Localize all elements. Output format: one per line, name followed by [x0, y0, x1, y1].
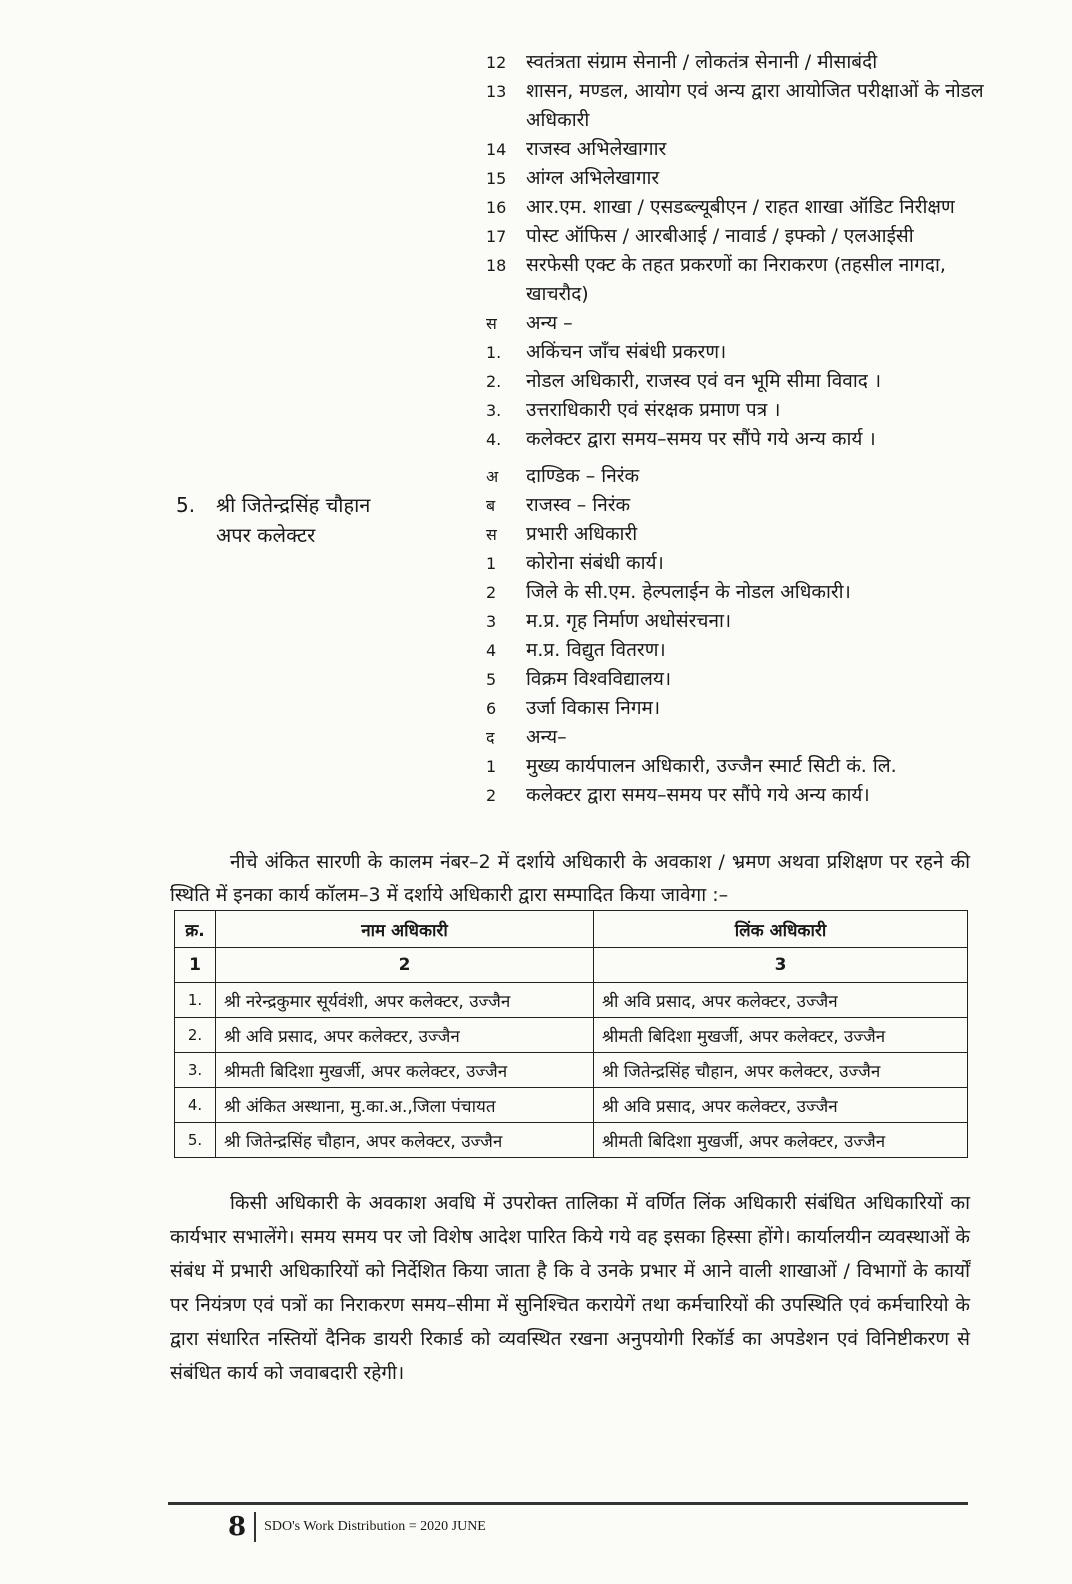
table-row — [175, 1018, 968, 1053]
item-number: 4. — [486, 430, 502, 449]
item-number: 14 — [486, 140, 507, 159]
list-item — [486, 491, 986, 520]
item-text: म.प्र. गृह निर्माण अधोसंरचना। — [526, 610, 732, 632]
item-number: 2 — [486, 583, 497, 602]
item-number: 3. — [486, 401, 502, 420]
item-number: 1. — [486, 343, 502, 362]
officer-name-cell: श्री नरेन्द्रकुमार सूर्यवंशी, अपर कलेक्टर, उज्जैन — [216, 983, 594, 1018]
serial-cell: 5. — [175, 1123, 216, 1158]
list-item — [486, 77, 986, 135]
header-serial: क्र. — [175, 911, 216, 948]
list-item — [486, 425, 986, 454]
officer-name-cell: श्री अवि प्रसाद, अपर कलेक्टर, उज्जैन — [216, 1018, 594, 1053]
column-number-row — [175, 948, 968, 983]
link-officer-cell: श्रीमती बिदिशा मुखर्जी, अपर कलेक्टर, उज्जैन — [593, 1123, 967, 1158]
item-text: नोडल अधिकारी, राजस्व एवं वन भूमि सीमा विवाद । — [526, 370, 882, 392]
table-row — [175, 1123, 968, 1158]
item-text: कलेक्टर द्वारा समय–समय पर सौंपे गये अन्य कार्य। — [526, 784, 870, 806]
item-number: 6 — [486, 699, 497, 718]
officer-5-block — [176, 490, 370, 550]
officer-name-cell: श्री अंकित अस्थाना, मु.का.अ.,जिला पंचायत — [216, 1088, 594, 1123]
officer-number: 5. — [176, 493, 196, 517]
item-number: 3 — [486, 612, 497, 631]
item-text: पोस्ट ऑफिस / आरबीआई / नावार्ड / इफ्को / एलआईसी — [526, 225, 914, 247]
list-item — [486, 338, 986, 367]
link-officer-cell: श्री जितेन्द्रसिंह चौहान, अपर कलेक्टर, उज्जैन — [593, 1053, 967, 1088]
serial-cell: 1. — [175, 983, 216, 1018]
item-number: 1 — [486, 757, 497, 776]
list-item — [486, 462, 986, 491]
column-number: 2 — [216, 948, 594, 983]
item-text: आंग्ल अभिलेखागार — [526, 167, 660, 189]
officer-name-cell: श्री जितेन्द्रसिंह चौहान, अपर कलेक्टर, उज्जैन — [216, 1123, 594, 1158]
duty-list-top — [486, 48, 986, 454]
list-item — [486, 48, 986, 77]
list-item — [486, 193, 986, 222]
serial-cell: 4. — [175, 1088, 216, 1123]
list-item — [486, 636, 986, 665]
item-text: अकिंचन जाँच संबंधी प्रकरण। — [526, 341, 727, 363]
item-text: कोरोना संबंधी कार्य। — [526, 552, 664, 574]
table-header-row — [175, 911, 968, 948]
item-text: स्वतंत्रता संग्राम सेनानी / लोकतंत्र सेनानी / मीसाबंदी — [526, 51, 878, 73]
item-text: शासन, मण्डल, आयोग एवं अन्य द्वारा आयोजित परीक्षाओं के नोडल अधिकारी — [526, 80, 984, 131]
item-number: 18 — [486, 256, 507, 275]
list-item — [486, 135, 986, 164]
table-row — [175, 1053, 968, 1088]
item-text: उत्तराधिकारी एवं संरक्षक प्रमाण पत्र । — [526, 399, 781, 421]
item-number: 16 — [486, 198, 507, 217]
item-text: अन्य– — [526, 726, 567, 748]
closing-paragraph: किसी अधिकारी के अवकाश अवधि में उपरोक्त तालिका में वर्णित लिंक अधिकारी संबंधित अधिकारियों का कार्यभार सभालेंगे। समय समय पर जो विशेष आदेश पारित किये गये वह इसका हिस्सा होंगे। कार्यालयीन व्यवस्थाओं के संबंध में प्रभारी अधिकारियों को निर्देशित किया जाता है कि वे उनके प्रभार में आने वाली शाखाओं / विभागों के कार्यों पर नियंत्रण एवं पत्रों का निराकरण समय–सीमा में सुनिश्चित करायेगें तथा कर्मचारियों की उपस्थिति एवं कर्मचारियो के द्वारा संधारित नस्तियों दैनिक डायरी रिकार्ड को व्यवस्थित रखना अनुपयोगी रिकॉर्ड का अपडेशन एवं विनिष्टीकरण से संबंधित कार्य को जवाबदारी रहेगी। — [170, 1192, 970, 1384]
link-officer-cell: श्रीमती बिदिशा मुखर्जी, अपर कलेक्टर, उज्जैन — [593, 1018, 967, 1053]
item-text: राजस्व अभिलेखागार — [526, 138, 667, 160]
officer-name-cell: श्रीमती बिदिशा मुखर्जी, अपर कलेक्टर, उज्जैन — [216, 1053, 594, 1088]
list-item — [486, 367, 986, 396]
link-officer-intro: नीचे अंकित सारणी के कालम नंबर–2 में दर्शाये अधिकारी के अवकाश / भ्रमण अथवा प्रशिक्षण पर रहने की स्थिति में इनका कार्य कॉलम–3 में दर्शाये अधिकारी द्वारा सम्पादित किया जावेगा :– — [170, 851, 970, 906]
list-item — [486, 309, 986, 338]
item-text: राजस्व – निरंक — [526, 494, 631, 516]
list-item — [486, 520, 986, 549]
column-number: 1 — [175, 948, 216, 983]
header-link-officer: लिंक अधिकारी — [593, 911, 967, 948]
footer-divider — [168, 1502, 968, 1505]
serial-cell: 3. — [175, 1053, 216, 1088]
item-text: दाण्डिक – निरंक — [526, 465, 640, 487]
header-officer-name: नाम अधिकारी — [216, 911, 594, 948]
link-officer-table — [174, 910, 968, 1158]
list-item — [486, 549, 986, 578]
item-number: स — [486, 525, 497, 544]
item-number: 1 — [486, 554, 497, 573]
item-number: 2. — [486, 372, 502, 391]
table-row — [175, 1088, 968, 1123]
column-number: 3 — [593, 948, 967, 983]
item-number: द — [486, 728, 495, 747]
item-text: उर्जा विकास निगम। — [526, 697, 661, 719]
list-item — [486, 781, 986, 810]
list-item — [486, 665, 986, 694]
list-item — [486, 723, 986, 752]
link-officer-cell: श्री अवि प्रसाद, अपर कलेक्टर, उज्जैन — [593, 983, 967, 1018]
footer-title: SDO's Work Distribution = 2020 JUNE — [264, 1519, 486, 1534]
link-officer-cell: श्री अवि प्रसाद, अपर कलेक्टर, उज्जैन — [593, 1088, 967, 1123]
page-footer — [228, 1512, 486, 1542]
item-text: मुख्य कार्यपालन अधिकारी, उज्जैन स्मार्ट सिटी कं. लि. — [526, 755, 897, 777]
item-number: 4 — [486, 641, 497, 660]
item-number: 5 — [486, 670, 497, 689]
item-number: 17 — [486, 227, 507, 246]
list-item — [486, 222, 986, 251]
list-item — [486, 251, 986, 309]
officer-designation: अपर कलेक्टर — [216, 523, 316, 547]
list-item — [486, 578, 986, 607]
list-item — [486, 607, 986, 636]
item-text: आर.एम. शाखा / एसडब्ल्यूबीएन / राहत शाखा ऑडिट निरीक्षण — [526, 196, 955, 218]
page-number: 8 — [228, 1512, 256, 1542]
item-text: म.प्र. विद्युत वितरण। — [526, 639, 666, 661]
duty-list — [486, 48, 986, 810]
item-number: 13 — [486, 82, 507, 101]
item-text: सरफेसी एक्ट के तहत प्रकरणों का निराकरण (तहसील नागदा, खाचरौद) — [526, 254, 946, 305]
officer-name: श्री जितेन्द्रसिंह चौहान — [216, 493, 371, 517]
item-text: प्रभारी अधिकारी — [526, 523, 638, 545]
list-item — [486, 164, 986, 193]
item-number: ब — [486, 496, 496, 515]
item-number: स — [486, 314, 497, 333]
duty-list-officer-5 — [486, 462, 986, 810]
list-item — [486, 694, 986, 723]
item-number: 12 — [486, 53, 507, 72]
item-number: 2 — [486, 786, 497, 805]
item-text: विक्रम विश्वविद्यालय। — [526, 668, 672, 690]
item-text: अन्य – — [526, 312, 573, 334]
serial-cell: 2. — [175, 1018, 216, 1053]
table-row — [175, 983, 968, 1018]
list-item — [486, 396, 986, 425]
item-number: 15 — [486, 169, 507, 188]
item-text: जिले के सी.एम. हेल्पलाईन के नोडल अधिकारी। — [526, 581, 851, 603]
list-item — [486, 752, 986, 781]
item-text: कलेक्टर द्वारा समय–समय पर सौंपे गये अन्य कार्य । — [526, 428, 876, 450]
item-number: अ — [486, 467, 499, 486]
